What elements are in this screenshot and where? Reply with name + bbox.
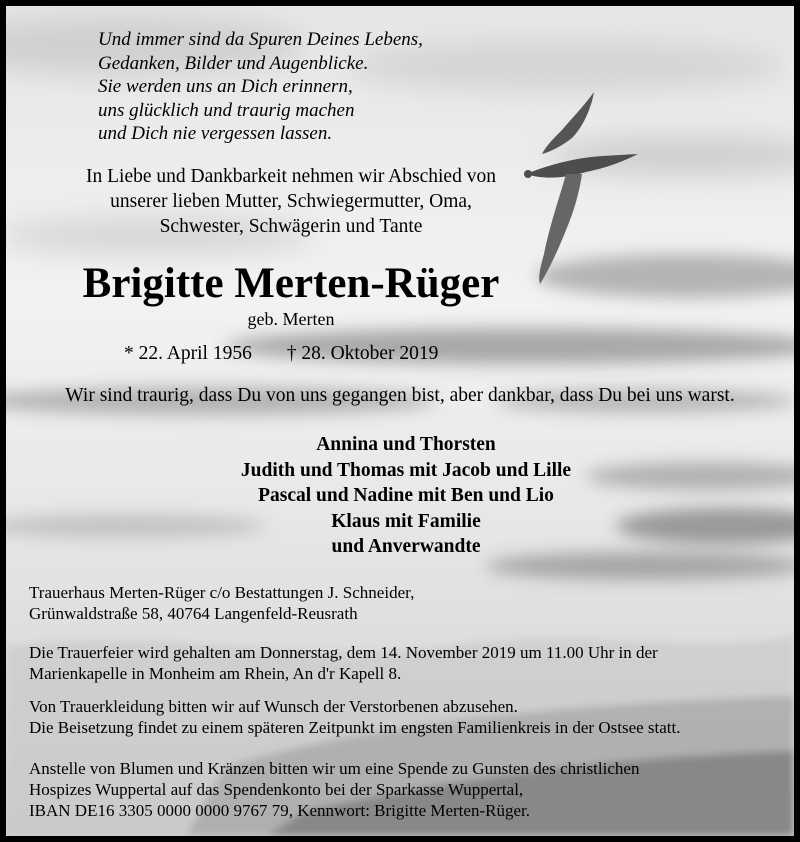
address-line: Trauerhaus Merten-Rüger c/o Bestattungen J. Schneider, — [29, 583, 415, 602]
poem-line: Sie werden uns an Dich erinnern, — [98, 76, 353, 97]
poem-line: Und immer sind da Spuren Deines Lebens, — [98, 29, 423, 50]
birth-name: geb. Merten — [247, 309, 335, 329]
mourning-line: Wir sind traurig, dass Du von uns gegangen bist, aber dankbar, dass Du bei uns warst. — [65, 385, 735, 406]
donation-line: Anstelle von Blumen und Kränzen bitten wir um eine Spende zu Gunsten des christlichen — [29, 759, 640, 778]
ceremony-line: Marienkapelle in Monheim am Rhein, An d'r Kapell 8. — [29, 664, 402, 683]
ceremony-line: Die Trauerfeier wird gehalten am Donnerstag, dem 14. November 2019 um 11.00 Uhr in der — [29, 643, 658, 662]
family-member: Annina und Thorsten — [316, 434, 496, 455]
request-line: Die Beisetzung findet zu einem späteren Zeitpunkt im engsten Familienkreis in der Ostsee statt. — [29, 718, 681, 737]
requests-info — [29, 696, 681, 738]
address-line: Grünwaldstraße 58, 40764 Langenfeld-Reusrath — [29, 604, 358, 623]
intro-line: In Liebe und Dankbarkeit nehmen wir Abschied von — [86, 166, 496, 187]
request-line: Von Trauerkleidung bitten wir auf Wunsch der Verstorbenen abzusehen. — [29, 697, 518, 716]
family-member: Pascal und Nadine mit Ben und Lio — [258, 485, 554, 506]
donation-line: IBAN DE16 3305 0000 0000 9767 79, Kennwort: Brigitte Merten-Rüger. — [29, 801, 530, 820]
ceremony-info — [29, 642, 658, 684]
poem-line: und Dich nie vergessen lassen. — [98, 123, 333, 144]
poem-line: uns glücklich und traurig machen — [98, 99, 355, 121]
family-member: und Anverwandte — [331, 536, 481, 557]
death-date: † 28. Oktober 2019 — [286, 343, 439, 364]
life-dates — [124, 342, 438, 366]
donation-line: Hospizes Wuppertal auf das Spendenkonto bei der Sparkasse Wuppertal, — [29, 780, 524, 799]
deceased-name: Brigitte Merten-Rüger — [82, 260, 500, 307]
mourning-house-address — [29, 582, 414, 624]
intro-line: unserer lieben Mutter, Schwiegermutter, Oma, — [110, 191, 472, 212]
family-member: Klaus mit Familie — [331, 510, 481, 532]
birth-date: * 22. April 1956 — [124, 343, 252, 364]
family-member: Judith und Thomas mit Jacob und Lille — [240, 459, 572, 481]
family-list — [6, 432, 800, 560]
donation-info — [29, 758, 639, 821]
intro-line: Schwester, Schwägerin und Tante — [159, 216, 423, 237]
farewell-intro — [36, 164, 546, 239]
notice-content — [6, 6, 794, 836]
poem — [98, 28, 423, 146]
poem-line: Gedanken, Bilder und Augenblicke. — [98, 52, 369, 74]
